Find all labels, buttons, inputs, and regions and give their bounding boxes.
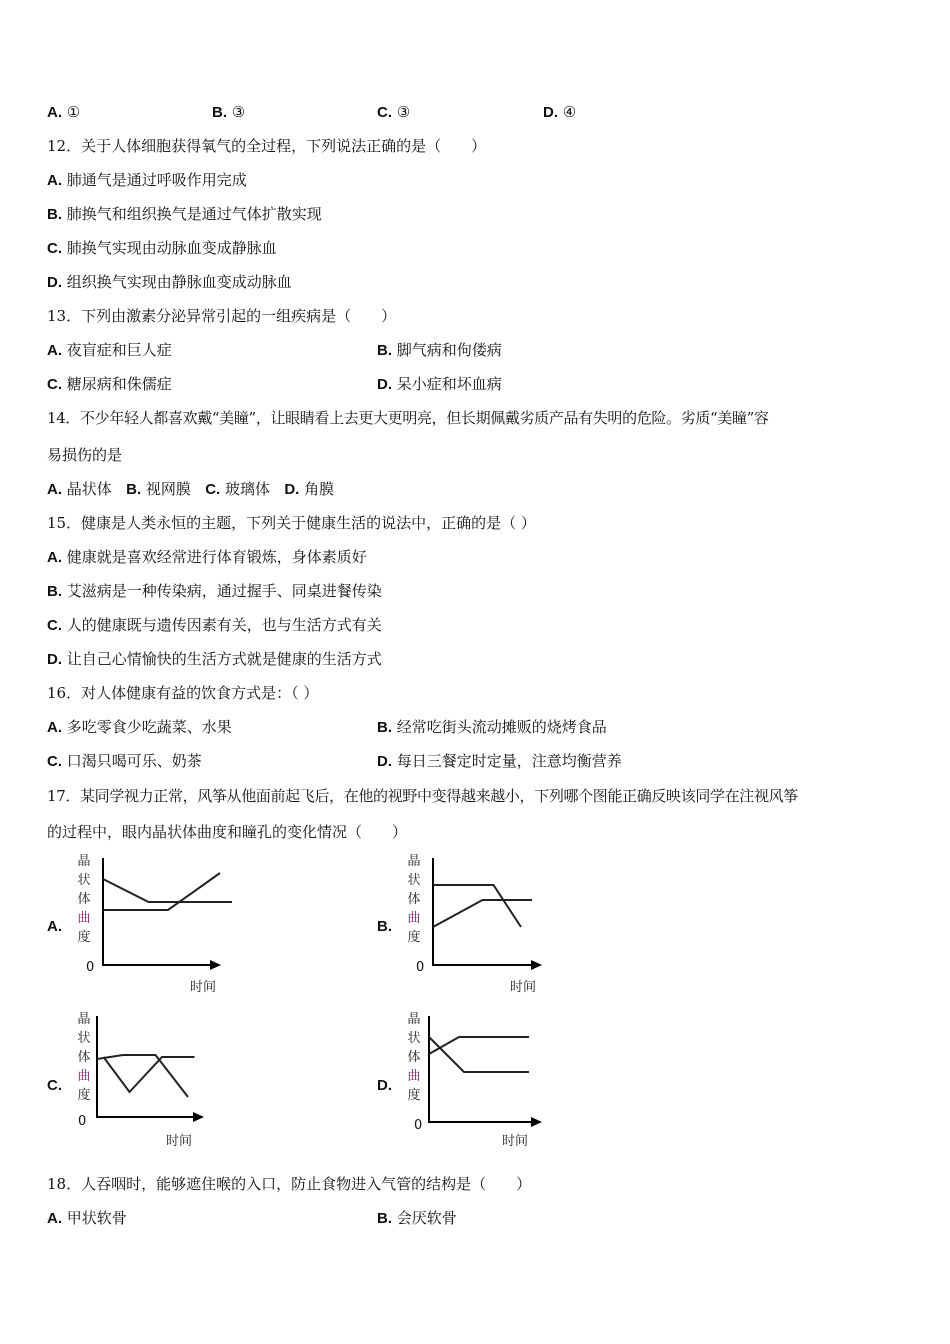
- q16-stem: 16．对人体健康有益的饮食方式是：（ ）: [47, 684, 319, 702]
- q15-option-d: [47, 649, 382, 670]
- option-label: C.: [205, 481, 221, 498]
- q12-stem: 12．关于人体细胞获得氧气的全过程，下列说法正确的是（ ）: [47, 137, 487, 155]
- q11-option-a: [47, 102, 80, 123]
- option-label: B.: [377, 342, 392, 359]
- q18-stem: 18．人吞咽时，能够遮住喉的入口，防止食物进入气管的结构是（ ）: [47, 1175, 532, 1193]
- q18-option-a: [47, 1208, 127, 1229]
- q16-option-d: [377, 751, 622, 772]
- chart-a-plot: [72, 852, 232, 994]
- origin-label: 0: [416, 960, 425, 975]
- option-label: D.: [284, 481, 300, 498]
- option-text: 肺通气是通过呼吸作用完成: [66, 171, 247, 189]
- q15-option-c: [47, 615, 382, 636]
- origin-label: 0: [414, 1118, 423, 1133]
- chart-b-curve-2: [433, 900, 532, 927]
- option-text: 人的健康既与遗传因素有关，也与生活方式有关: [66, 616, 382, 634]
- option-text: 让自己心情愉快的生活方式就是健康的生活方式: [66, 650, 382, 668]
- y-axis-label: 晶 状 体 曲 度: [77, 1012, 91, 1103]
- option-text: 多吃零食少吃蔬菜、水果: [66, 718, 232, 736]
- q12-option-a: [47, 170, 247, 191]
- option-text: 艾滋病是一种传染病，通过握手、同桌进餐传染: [66, 582, 382, 600]
- q11-option-b: [212, 102, 245, 123]
- x-axis-arrow: [531, 960, 542, 970]
- option-text: 肺换气实现由动脉血变成静脉血: [66, 239, 277, 257]
- option-label: B.: [212, 104, 227, 121]
- chart-c-plot: [72, 1010, 222, 1152]
- option-text: 甲状软骨: [66, 1209, 127, 1227]
- chart-d-plot: [402, 1010, 562, 1152]
- option-label: D.: [47, 274, 62, 291]
- q14-stem-line2: 易损伤的是: [47, 446, 123, 464]
- option-text: ④: [562, 103, 577, 121]
- q14-stem-line1: 14．不少年轻人都喜欢戴“美瞳”，让眼睛看上去更大更明亮，但长期佩戴劣质产品有失明的危险。劣质“美瞳”容: [47, 409, 769, 427]
- option-label: C.: [47, 240, 62, 257]
- q15-option-a: [47, 547, 367, 568]
- x-axis-arrow: [210, 960, 221, 970]
- x-axis-label: 时间: [510, 980, 537, 995]
- option-label: D.: [543, 104, 558, 121]
- option-label: C.: [47, 376, 62, 393]
- q13-stem: 13．下列由激素分泌异常引起的一组疾病是（ ）: [47, 307, 397, 325]
- q11-option-d: [543, 102, 576, 123]
- option-text: 糖尿病和侏儒症: [66, 375, 172, 393]
- q14-options: [47, 479, 334, 500]
- option-label: B.: [377, 719, 392, 736]
- option-text: 晶状体: [66, 480, 112, 498]
- q15-option-b: [47, 581, 382, 602]
- chart-c-series: [97, 1055, 195, 1097]
- option-text: 视网膜: [145, 480, 191, 498]
- chart-a-label: A.: [47, 918, 62, 935]
- option-label: B.: [47, 583, 62, 600]
- chart-a-curve-1: [103, 879, 232, 902]
- q16-option-c: [47, 751, 202, 772]
- y-axis-label: 晶 状 体 曲 度: [77, 854, 91, 945]
- chart-a: [72, 852, 232, 994]
- q16-option-b: [377, 717, 607, 738]
- option-text: 每日三餐定时定量，注意均衡营养: [396, 752, 622, 770]
- option-label: D.: [377, 753, 392, 770]
- y-axis-label: 晶 状 体 曲 度: [407, 854, 421, 945]
- option-text: 经常吃街头流动摊贩的烧烤食品: [396, 718, 607, 736]
- q13-option-c: [47, 374, 172, 395]
- chart-a-curve-2: [103, 873, 220, 910]
- chart-d-series: [429, 1037, 529, 1072]
- option-label: A.: [47, 719, 62, 736]
- option-text: ③: [231, 103, 246, 121]
- x-axis-label: 时间: [502, 1134, 529, 1149]
- option-text: 组织换气实现由静脉血变成动脉血: [66, 273, 292, 291]
- origin-label: 0: [86, 960, 95, 975]
- chart-b-plot: [402, 852, 562, 994]
- chart-d-curve-2: [429, 1037, 529, 1072]
- chart-a-series: [103, 873, 232, 910]
- option-label: D.: [377, 376, 392, 393]
- option-text: 健康就是喜欢经常进行体育锻炼，身体素质好: [66, 548, 367, 566]
- option-label: B.: [377, 1210, 392, 1227]
- option-text: ①: [66, 103, 81, 121]
- q16-option-a: [47, 717, 232, 738]
- chart-d: [402, 1010, 562, 1152]
- option-text: 玻璃体: [225, 480, 271, 498]
- q13-option-b: [377, 340, 502, 361]
- option-text: 会厌软骨: [396, 1209, 457, 1227]
- axes: [103, 858, 217, 965]
- q12-option-b: [47, 204, 322, 225]
- option-text: ③: [396, 103, 411, 121]
- q18-option-b: [377, 1208, 457, 1229]
- q13-option-d: [377, 374, 502, 395]
- origin-label: 0: [78, 1114, 87, 1129]
- option-label: C.: [377, 104, 392, 121]
- option-label: A.: [47, 481, 62, 498]
- x-axis-arrow: [531, 1117, 542, 1127]
- chart-c-label: C.: [47, 1077, 62, 1094]
- chart-b-label: B.: [377, 918, 392, 935]
- q12-option-d: [47, 272, 292, 293]
- option-label: A.: [47, 104, 62, 121]
- chart-c-curve-1: [97, 1055, 188, 1097]
- axes: [97, 1016, 200, 1117]
- axes: [433, 858, 538, 965]
- chart-b: [402, 852, 562, 994]
- chart-c: [72, 1010, 222, 1152]
- option-label: C.: [47, 617, 62, 634]
- option-text: 角膜: [304, 480, 335, 498]
- q17-stem-line1: 17．某同学视力正常，风筝从他面前起飞后，在他的视野中变得越来越小，下列哪个图能正确反映该同学在注视风筝: [47, 787, 798, 805]
- x-axis-label: 时间: [166, 1134, 193, 1149]
- option-text: 夜盲症和巨人症: [66, 341, 172, 359]
- axes: [429, 1016, 538, 1122]
- x-axis-label: 时间: [190, 980, 217, 995]
- q12-option-c: [47, 238, 277, 259]
- q13-option-a: [47, 340, 172, 361]
- option-text: 呆小症和坏血病: [396, 375, 502, 393]
- option-label: D.: [47, 651, 62, 668]
- chart-d-label: D.: [377, 1077, 392, 1094]
- option-label: B.: [126, 481, 142, 498]
- q17-stem-line2: 的过程中，眼内晶状体曲度和瞳孔的变化情况（ ）: [47, 823, 408, 841]
- y-axis-label: 晶 状 体 曲 度: [407, 1012, 421, 1103]
- option-text: 口渴只喝可乐、奶茶: [66, 752, 202, 770]
- option-label: A.: [47, 342, 62, 359]
- option-label: B.: [47, 206, 62, 223]
- option-text: 肺换气和组织换气是通过气体扩散实现: [66, 205, 322, 223]
- option-label: C.: [47, 753, 62, 770]
- option-label: A.: [47, 172, 62, 189]
- q11-option-c: [377, 102, 410, 123]
- x-axis-arrow: [193, 1112, 204, 1122]
- q15-stem: 15．健康是人类永恒的主题，下列关于健康生活的说法中，正确的是（ ）: [47, 514, 536, 532]
- option-label: A.: [47, 549, 62, 566]
- chart-b-series: [433, 885, 532, 927]
- option-label: A.: [47, 1210, 62, 1227]
- option-text: 脚气病和佝偻病: [396, 341, 502, 359]
